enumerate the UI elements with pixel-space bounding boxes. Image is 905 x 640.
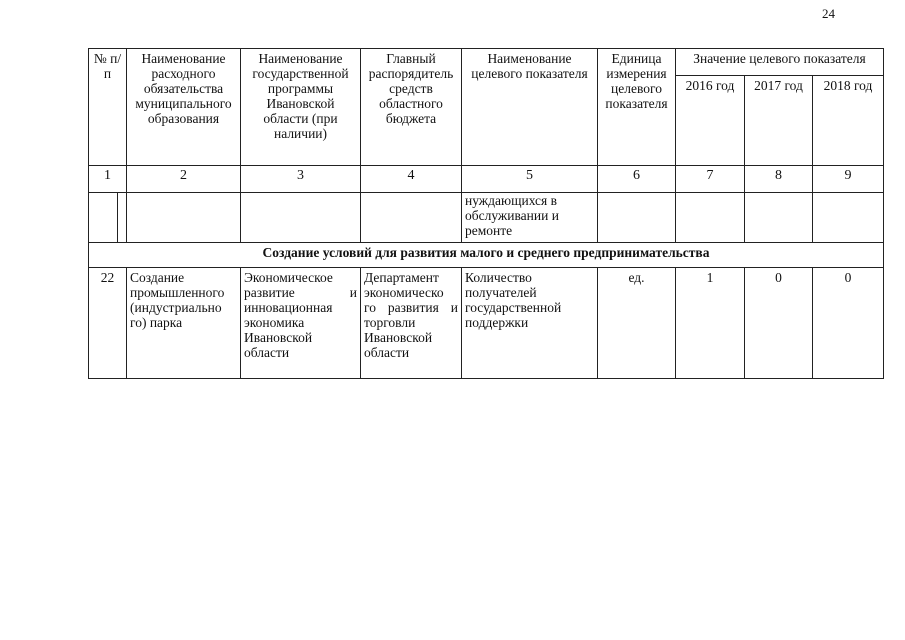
- header-year-2017: 2017 год: [745, 76, 813, 166]
- continuation-cell-2017: [745, 193, 813, 243]
- row-obligation: Создание промышленного (индустриально го) парка: [127, 268, 241, 379]
- header-values-group: Значение целевого показателя: [676, 49, 884, 76]
- row-value-2018: 0: [813, 268, 884, 379]
- column-number: 3: [241, 166, 361, 193]
- header-program: Наименование государственной программы Ивановской области (при наличии): [241, 49, 361, 166]
- header-obligation: Наименование расходного обязательства муниципального образования: [127, 49, 241, 166]
- continuation-cell-2018: [813, 193, 884, 243]
- continuation-cell-indicator: нуждающихся в обслуживании и ремонте: [462, 193, 598, 243]
- column-numbers-row: [89, 166, 884, 193]
- column-number: 7: [676, 166, 745, 193]
- column-number: 8: [745, 166, 813, 193]
- row-value-2016: 1: [676, 268, 745, 379]
- column-number: 5: [462, 166, 598, 193]
- inner-divider: [117, 193, 118, 242]
- column-number: 9: [813, 166, 884, 193]
- continuation-cell-num: [89, 193, 127, 243]
- header-year-2018: 2018 год: [813, 76, 884, 166]
- continuation-cell-obligation: [127, 193, 241, 243]
- column-number: 2: [127, 166, 241, 193]
- continuation-cell-2016: [676, 193, 745, 243]
- row-num: 22: [89, 268, 127, 379]
- row-program: Экономическое развитие и инновационная экономика Ивановской области: [241, 268, 361, 379]
- header-manager: Главный распорядитель средств областного бюджета: [361, 49, 462, 166]
- table-row: [89, 268, 884, 379]
- header-year-2016: 2016 год: [676, 76, 745, 166]
- row-unit: ед.: [598, 268, 676, 379]
- column-number: 6: [598, 166, 676, 193]
- continuation-cell-unit: [598, 193, 676, 243]
- header-num: № п/п: [89, 49, 127, 166]
- header-unit: Единица измерения целевого показателя: [598, 49, 676, 166]
- header-indicator: Наименование целевого показателя: [462, 49, 598, 166]
- row-indicator: Количество получателей государственной поддержки: [462, 268, 598, 379]
- page-number: 24: [822, 6, 835, 21]
- header-row: [89, 49, 884, 76]
- column-number: 4: [361, 166, 462, 193]
- column-number: 1: [89, 166, 127, 193]
- target-indicators-table: [88, 48, 884, 379]
- section-title: Создание условий для развития малого и среднего предпринимательства: [89, 243, 884, 268]
- continuation-cell-program: [241, 193, 361, 243]
- continuation-cell-manager: [361, 193, 462, 243]
- section-row: [89, 243, 884, 268]
- row-value-2017: 0: [745, 268, 813, 379]
- continuation-row: [89, 193, 884, 243]
- row-manager: Департамент экономическо го развития и торговли Ивановской области: [361, 268, 462, 379]
